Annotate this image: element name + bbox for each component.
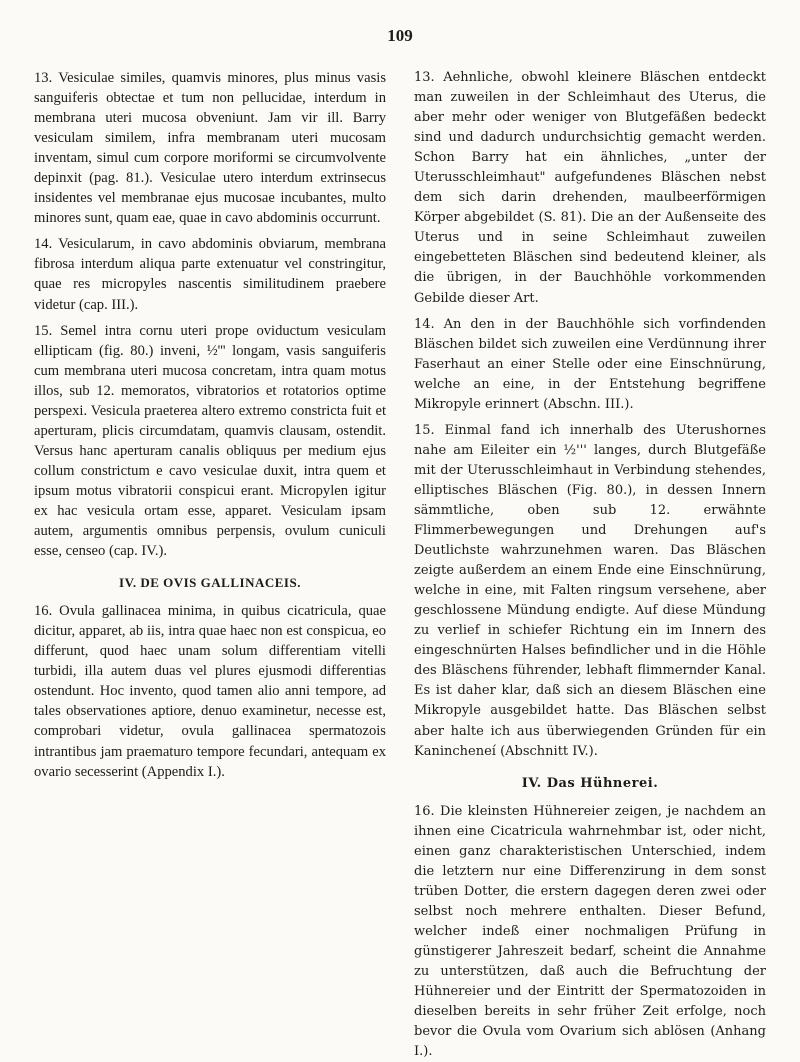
german-column	[414, 68, 766, 1062]
page-number: 109	[387, 26, 413, 45]
german-paragraph-14: 14. An den in der Bauchhöhle sich vorfindenden Bläschen bildet sich zuweilen eine Verdünnung ihrer Faserhaut an einer Stelle oder eine Einschnürung, welche an eine, in der Entstehung begriffene Mikropyle erinnert (Abschn. III.).	[414, 316, 766, 412]
german-paragraph-16: 16. Die kleinsten Hühnereier zeigen, je nachdem an ihnen eine Cicatricula wahrnehmbar ist, oder nicht, einen ganz charakteristischen Unterschied, indem die letztern nur eine Differenzirung in dem sonst trüben Dotter, die erstern dagegen deren zwei oder selbst noch mehrere enthalten. Dieser Befund, welcher indeß einer nochmaligen Prüfung in günstigerer Jahreszeit bedarf, scheint die Annahme zu unterstützen, daß auch die Befruchtung der Hühnereier und der Eintritt der Spermatozoiden in dieselben bereits in sehr früher Zeit erfolge, noch bevor die Ovula vom Ovarium sich ablösen (Anhang I.).	[414, 803, 766, 1060]
latin-section-heading: IV. DE OVIS GALLINACEIS.	[119, 575, 301, 591]
german-paragraph-13: 13. Aehnliche, obwohl kleinere Bläschen entdeckt man zuweilen in der Schleimhaut des Uterus, die aber mehr oder weniger von Blutgefäßen bedeckt sind und dadurch undurchsichtig gemacht werden. Schon Barry hat ein ähnliches, „unter der Uterusschleimhaut" aufgefundenes Bläschen nebst dem sich darin drehenden, maulbeerförmigen Körper abgebildet (S. 81). Die an der Außenseite des Uterus und in seine Schleimhaut zuweilen eingebetteten Bläschen sind bedeutend kleiner, als die übrigen, in der Bauchhöhle vorkommenden Gebilde dieser Art.	[414, 70, 766, 306]
german-paragraph-15: 15. Einmal fand ich innerhalb des Uterushornes nahe am Eileiter ein ½''' langes, durch Blutgefäße mit der Uterusschleimhaut in Verbindung stehendes, elliptisches Bläschen (Fig. 80.), in dessen Innern sämmtliche, oben sub 12. erwähnte Flimmerbewegungen und Drehungen auf's Deutlichste wahrzunehmen waren. Das Bläschen zeigte außerdem an einem Ende eine Einschnürung, welche in eine, mit Falten ringsum versehene, aber geschlossene Mündung endigte. Auf diese Mündung zu verlief in schiefer Richtung ein im Innern des eingeschnürten Halses befindlicher und in die Höhle des Bläschens führender, lebhaft flimmernder Kanal. Es ist daher klar, daß sich an diesem Bläschen eine Mikropyle ausgebildet hatte. Das Bläschen selbst aber halte ich aus überwiegenden Gründen für ein Kanincheneí (Abschnitt IV.).	[414, 422, 766, 759]
latin-paragraph-15: 15. Semel intra cornu uteri prope oviductum vesiculam ellipticam (fig. 80.) inveni, ½''' longam, vasis sanguiferis cum membrana uteri mucosa concretam, intra quam motus illos, sub 12. memoratos, vibratorios et rotatorios optime perspexi. Vesicula praeterea altero extremo constricta fuit et aperturam, plicis circumdatam, quamvis clausam, ostendit. Versus hanc aperturam canalis obliquus per medium ejus collum constrictum e cavo vesiculae duxit, intra quem et ipsum motus vibratorii conspicui erant. Micropylen igitur ex hac vesicula ortam esse, apparet. Vesiculam ipsam autem, argumentis omnibus perpensis, ovulum cuniculi esse, censeo (cap. IV.).	[34, 322, 386, 560]
latin-paragraph-16: 16. Ovula gallinacea minima, in quibus cicatricula, quae dicitur, apparet, ab iis, intra quae haec non est conspicua, eo differunt, quod haec unam solum differentiam vitelli turbidi, illa autem duas vel plures ejusmodi differentias ostendunt. Hoc invento, quod tamen alio anni tempore, ad tales observationes aptiore, denuo examinetur, necesse est, comprobari videtur, ovula gallinacea spermatozois intrantibus jam praematuro tempore fecundari, antequam ex ovario secesserint (Appendix I.).	[34, 603, 386, 780]
latin-paragraph-14: 14. Vesicularum, in cavo abdominis obviarum, membrana fibrosa interdum aliqua parte extenuatur vel constringitur, quae res micropyles nascentis similitudinem praebere videtur (cap. III.).	[34, 236, 386, 313]
latin-paragraph-13: 13. Vesiculae similes, quamvis minores, plus minus vasis sanguiferis obtectae et tum non pellucidae, interdum in membrana uteri mucosa obveniunt. Jam vir ill. Barry vesiculam similem, infra membranam uteri mucosam inventam, simul cum corpore moriformi se circumvolvente depinxit (pag. 81.). Vesiculae utero interdum extrinsecus insidentes vel membranae ejus mucosae incubantes, multo minores sunt, quam eae, quae in cavo abdominis occurrunt.	[34, 70, 386, 227]
german-section-heading: IV. Das Hühnerei.	[521, 775, 659, 791]
latin-column	[34, 68, 386, 782]
